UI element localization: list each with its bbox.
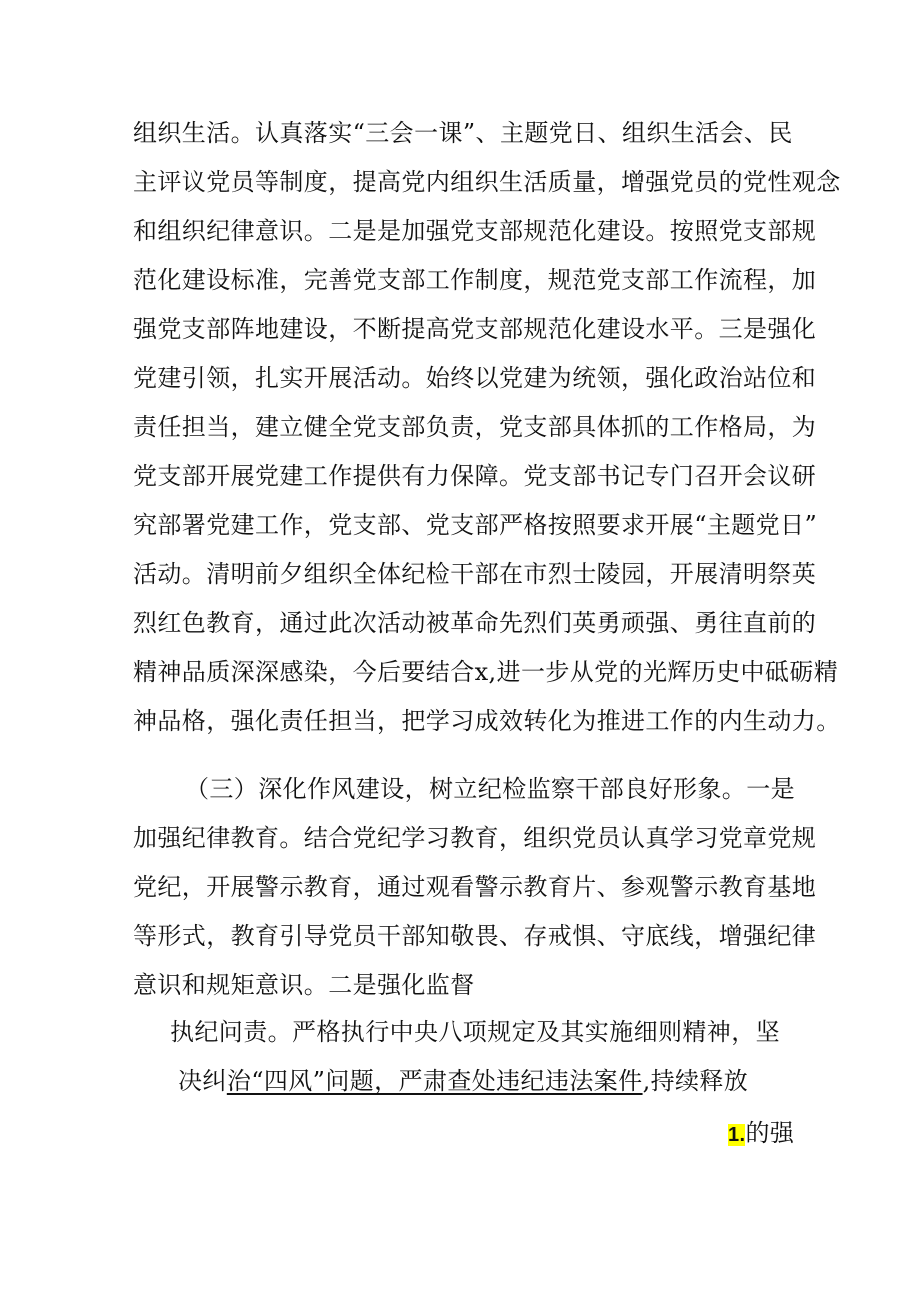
continuation-line-b (178, 1065, 748, 1097)
paragraph-2-line-3: 党纪，开展警示教育，通过观看警示教育片、参观警示教育基地 (133, 873, 817, 901)
paragraph-1-line-11: 烈红色教育，通过此次活动被革命先烈们英勇顽强、勇往直前的 (133, 609, 817, 637)
paragraph-1-line-4: 范化建设标准，完善党支部工作制度，规范党支部工作流程，加 (133, 266, 817, 294)
paragraph-1-line-9: 究部署党建工作，党支部、党支部严格按照要求开展“主题党日” (133, 511, 818, 539)
line-b-suffix: ,持续释放 (642, 1067, 749, 1095)
footnote-text: 的强 (745, 1119, 795, 1147)
line-b-prefix: 决纠 (178, 1067, 227, 1095)
paragraph-2-line-5: 意识和规矩意识。二是强化监督 (133, 971, 475, 999)
paragraph-1-line-6: 党建引领，扎实开展活动。始终以党建为统领，强化政治站位和 (133, 364, 817, 392)
continuation-line-a: 执纪问责。严格执行中央八项规定及其实施细则精神，坚 (170, 1018, 780, 1046)
paragraph-1-line-7: 责任担当，建立健全党支部负责，党支部具体抓的工作格局，为 (133, 413, 817, 441)
paragraph-1-line-10: 活动。清明前夕组织全体纪检干部在市烈士陵园，开展清明祭英 (133, 560, 817, 588)
paragraph-1-line-3: 和组织纪律意识。二是是加强党支部规范化建设。按照党支部规 (133, 217, 817, 245)
paragraph-2-line-4: 等形式，教育引导党员干部知敬畏、存戒惧、守底线，增强纪律 (133, 922, 817, 950)
footnote-line (728, 1117, 794, 1151)
paragraph-1-line-2: 主评议党员等制度，提高党内组织生活质量，增强党员的党性观念 (133, 168, 841, 196)
paragraph-1-line-8: 党支部开展党建工作提供有力保障。党支部书记专门召开会议研 (133, 462, 817, 490)
paragraph-1-line-1: 组织生活。认真落实“三会一课”、主题党日、组织生活会、民 (133, 119, 793, 147)
paragraph-1-line-12: 精神品质深深感染，今后要结合x,进一步从党的光辉历史中砥砺精 (133, 658, 839, 686)
line-b-underlined-text: 治“四风”问题，严肃查处违纪违法案件 (226, 1067, 643, 1095)
paragraph-1-line-13: 神品格，强化责任担当，把学习成效转化为推进工作的内生动力。 (133, 707, 841, 735)
paragraph-1-line-5: 强党支部阵地建设，不断提高党支部规范化建设水平。三是强化 (133, 315, 817, 343)
paragraph-2-line-1: （三）深化作风建设，树立纪检监察干部良好形象。一是 (185, 775, 795, 803)
footnote-marker: 1. (728, 1124, 746, 1146)
paragraph-2-line-2: 加强纪律教育。结合党纪学习教育，组织党员认真学习党章党规 (133, 824, 817, 852)
